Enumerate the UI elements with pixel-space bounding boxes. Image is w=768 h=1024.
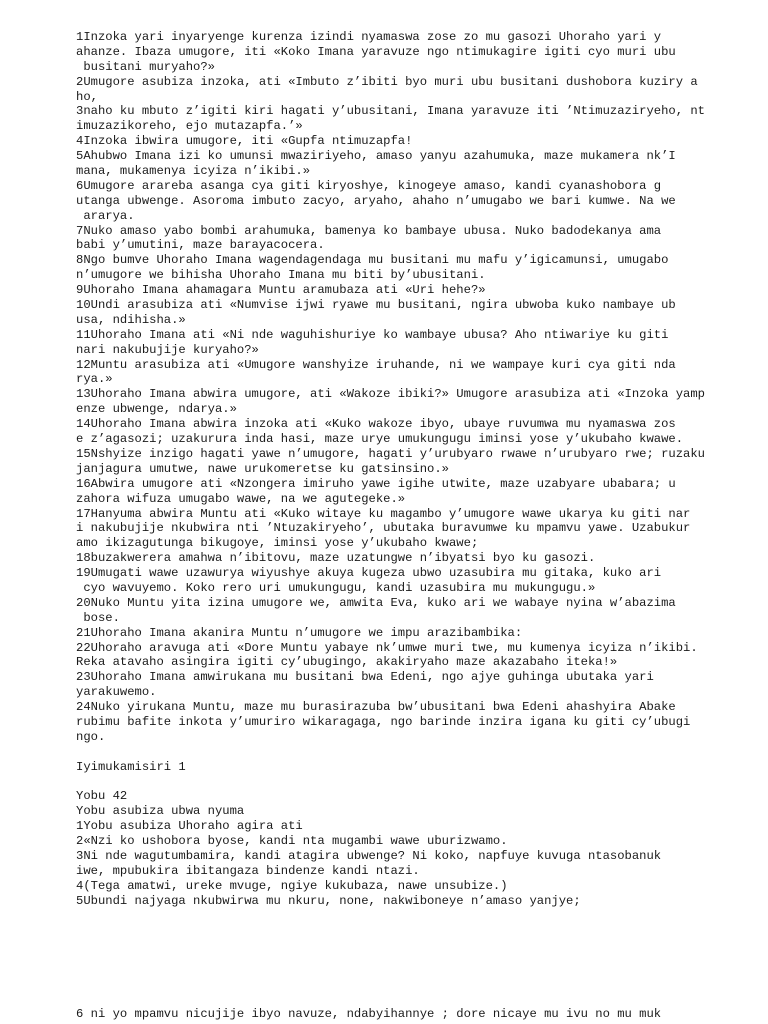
bottom-cut-off-line: 6 ni yo mpamvu nicujije ibyo navuze, ndabyihannye ; dore nicaye mu ivu no mu muk bbox=[76, 1007, 662, 1021]
verse-line: usa, ndihisha.» bbox=[76, 312, 186, 327]
verse-line: utanga ubwenge. Asoroma imbuto zacyo, aryaho, ahaho n’umugabo we bari kumwe. Na we bbox=[76, 193, 676, 208]
verse-line: ho, bbox=[76, 89, 98, 104]
job-chapter-42-text bbox=[76, 819, 766, 908]
verse-line: 23Uhoraho Imana amwirukana mu busitani bwa Edeni, ngo ajye guhinga ubutaka yari bbox=[76, 670, 654, 685]
verse-line: 6Umugore arareba asanga cya giti kiryoshye, kinogeye amaso, kandi cyanashobora g bbox=[76, 178, 662, 193]
document-page bbox=[76, 30, 766, 909]
verse-line: 18buzakwerera amahwa n’ibitovu, maze uzatungwe n’ibyatsi byo ku gasozi. bbox=[76, 551, 596, 566]
verse-line: babi y’umutini, maze barayacocera. bbox=[76, 238, 325, 253]
verse-line: mana, mukamenya icyiza n’ikibi.» bbox=[76, 164, 311, 179]
verse-line: 1Yobu asubiza Uhoraho agira ati bbox=[76, 819, 303, 834]
verse-line: yarakuwemo. bbox=[76, 685, 157, 700]
verse-line: cyo wavuyemo. Koko rero uri umukungugu, kandi uzasubira mu mukungugu.» bbox=[76, 580, 596, 595]
verse-line: ngo. bbox=[76, 729, 106, 744]
verse-line: 11Uhoraho Imana ati «Ni nde waguhishuriye ko wambaye ubusa? Aho ntiwariye ku giti bbox=[76, 327, 669, 342]
verse-line: 2Umugore asubiza inzoka, ati «Imbuto z’ibiti byo muri ubu busitani dushobora kuziry a bbox=[76, 74, 698, 89]
verse-line: ararya. bbox=[76, 208, 135, 223]
verse-line: 5Ubundi najyaga nkubwirwa mu nkuru, none, nakwiboneye n’amaso yanjye; bbox=[76, 893, 581, 908]
verse-line: amo ikizagutunga bikugoye, iminsi yose y’ukubaho kwawe; bbox=[76, 536, 479, 551]
verse-line: ahanze. Ibaza umugore, iti «Koko Imana yaravuze ngo ntimukagire igiti cyo muri ubu bbox=[76, 44, 676, 59]
verse-line: imuzazikoreho, ejo mutazapfa.’» bbox=[76, 119, 303, 134]
verse-line: Reka atavaho asingira igiti cy’ubugingo, akakiryaho maze akazabaho iteka!» bbox=[76, 655, 618, 670]
verse-line: bose. bbox=[76, 610, 120, 625]
verse-line: 2«Nzi ko ushobora byose, kandi nta mugambi wawe uburizwamo. bbox=[76, 834, 508, 849]
verse-line: 7Nuko amaso yabo bombi arahumuka, bamenya ko bambaye ubusa. Nuko badodekanya ama bbox=[76, 223, 662, 238]
verse-line: 19Umugati wawe uzawurya wiyushye akuya kugeza ubwo uzasubira mu gitaka, kuko ari bbox=[76, 566, 662, 581]
verse-line: i nakubujije nkubwira nti ’Ntuzakiryeho’, ubutaka buravumwe ku mpamvu yawe. Uzabukur bbox=[76, 521, 691, 536]
verse-line: 12Muntu arasubiza ati «Umugore wanshyize iruhande, ni we wampaye kuri cya giti nda bbox=[76, 357, 676, 372]
verse-line: rubimu bafite inkota y’umuriro wikaragaga, ngo barinde inzira igana ku giti cy’ubugi bbox=[76, 714, 691, 729]
verse-line: 10Undi arasubiza ati «Numvise ijwi ryawe mu busitani, ngira ubwoba kuko nambaye ub bbox=[76, 298, 676, 313]
verse-line: 9Uhoraho Imana ahamagara Muntu aramubaza ati «Uri hehe?» bbox=[76, 283, 486, 298]
section-label: Iyimukamisiri 1 bbox=[76, 759, 186, 774]
verse-line: 5Ahubwo Imana izi ko umunsi mwaziriyeho, amaso yanyu azahumuka, maze mukamera nk’I bbox=[76, 149, 676, 164]
verse-line: 8Ngo bumve Uhoraho Imana wagendagendaga mu busitani mu mafu y’igicamunsi, umugabo bbox=[76, 253, 669, 268]
verse-line: n’umugore we bihisha Uhoraho Imana mu biti by’ubusitani. bbox=[76, 268, 486, 283]
verse-line: 17Hanyuma abwira Muntu ati «Kuko witaye ku magambo y’umugore wawe ukarya ku giti nar bbox=[76, 506, 691, 521]
verse-line: 3naho ku mbuto z’igiti kiri hagati y’ubusitani, Imana yaravuze iti ’Ntimuzaziryeho, nt bbox=[76, 104, 705, 119]
verse-line: 20Nuko Muntu yita izina umugore we, amwita Eva, kuko ari we wabaye nyina w’abazima bbox=[76, 595, 676, 610]
verse-line: 4(Tega amatwi, ureke mvuge, ngiye kukubaza, nawe unsubize.) bbox=[76, 878, 508, 893]
job-section-subheading: Yobu asubiza ubwa nyuma bbox=[76, 804, 245, 819]
verse-line: e z’agasozi; uzakurura inda hasi, maze urye umukungugu iminsi yose y’ukubaho kwawe. bbox=[76, 432, 684, 447]
blank-line bbox=[76, 775, 766, 790]
verse-line: rya.» bbox=[76, 372, 113, 387]
verse-line: janjagura umutwe, nawe urukomeretse ku gatsinsino.» bbox=[76, 461, 449, 476]
verse-line: iwe, mpubukira ibitangaza bindenze kandi ntazi. bbox=[76, 863, 420, 878]
verse-line: busitani muryaho?» bbox=[76, 59, 215, 74]
verse-line: nari nakubujije kuryaho?» bbox=[76, 342, 259, 357]
blank-line bbox=[76, 745, 766, 760]
verse-line: 22Uhoraho aravuga ati «Dore Muntu yabaye nk’umwe muri twe, mu kumenya icyiza n’ikibi. bbox=[76, 640, 698, 655]
verse-line: 4Inzoka ibwira umugore, iti «Gupfa ntimuzapfa! bbox=[76, 134, 413, 149]
verse-line: 13Uhoraho Imana abwira umugore, ati «Wakoze ibiki?» Umugore arasubiza ati «Inzoka yamp bbox=[76, 387, 705, 402]
verse-line: 16Abwira umugore ati «Nzongera imiruho yawe igihe utwite, maze uzabyare ubabara; u bbox=[76, 476, 676, 491]
verse-line: 21Uhoraho Imana akanira Muntu n’umugore we impu arazibambika: bbox=[76, 625, 523, 640]
verse-line: enze ubwenge, ndarya.» bbox=[76, 402, 237, 417]
job-chapter-heading: Yobu 42 bbox=[76, 789, 128, 804]
verse-line: 15Nshyize inzigo hagati yawe n’umugore, hagati y’urubyaro rwawe n’urubyaro rwe; ruzaku bbox=[76, 446, 705, 461]
verse-line: 3Ni nde wagutumbamira, kandi atagira ubwenge? Ni koko, napfuye kuvuga ntasobanuk bbox=[76, 848, 662, 863]
verse-line: 1Inzoka yari inyaryenge kurenza izindi nyamaswa zose zo mu gasozi Uhoraho yari y bbox=[76, 30, 662, 44]
verse-line: 24Nuko yirukana Muntu, maze mu burasirazuba bw’ubusitani bwa Edeni ahashyira Abake bbox=[76, 700, 676, 715]
verse-line: 14Uhoraho Imana abwira inzoka ati «Kuko wakoze ibyo, ubaye ruvumwa mu nyamaswa zos bbox=[76, 417, 676, 432]
verse-line: zahora wifuza umugabo wawe, na we agutegeke.» bbox=[76, 491, 406, 506]
genesis-chapter-3-text bbox=[76, 30, 766, 745]
